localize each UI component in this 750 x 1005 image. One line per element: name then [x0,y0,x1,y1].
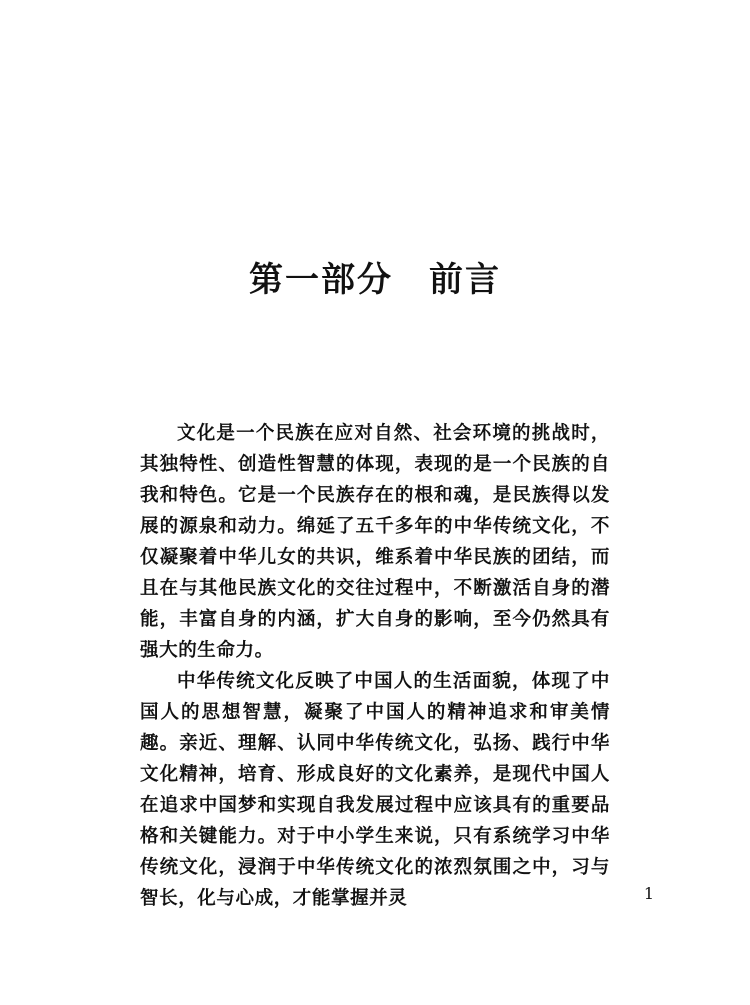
section-title: 第一部分 前言 [249,260,501,300]
body-text [140,418,610,914]
paragraph: 文化是一个民族在应对自然、社会环境的挑战时，其独特性、创造性智慧的体现，表现的是一个民族的自我和特色。它是一个民族存在的根和魂，是民族得以发展的源泉和动力。绵延了五千多年的中华传统文化，不仅凝聚着中华儿女的共识，维系着中华民族的团结，而且在与其他民族文化的交往过程中，不断激活自身的潜能，丰富自身的内涵，扩大自身的影响，至今仍然具有强大的生命力。 [140,423,610,661]
paragraph: 中华传统文化反映了中国人的生活面貌，体现了中国人的思想智慧，凝聚了中国人的精神追求和审美情趣。亲近、理解、认同中华传统文化，弘扬、践行中华文化精神，培育、形成良好的文化素养，是现代中国人在追求中国梦和实现自我发展过程中应该具有的重要品格和关键能力。对于中小学生来说，只有系统学习中华传统文化，浸润于中华传统文化的浓烈氛围之中，习与智长，化与心成，才能掌握并灵 [140,671,610,909]
page-number: 1 [643,884,654,903]
